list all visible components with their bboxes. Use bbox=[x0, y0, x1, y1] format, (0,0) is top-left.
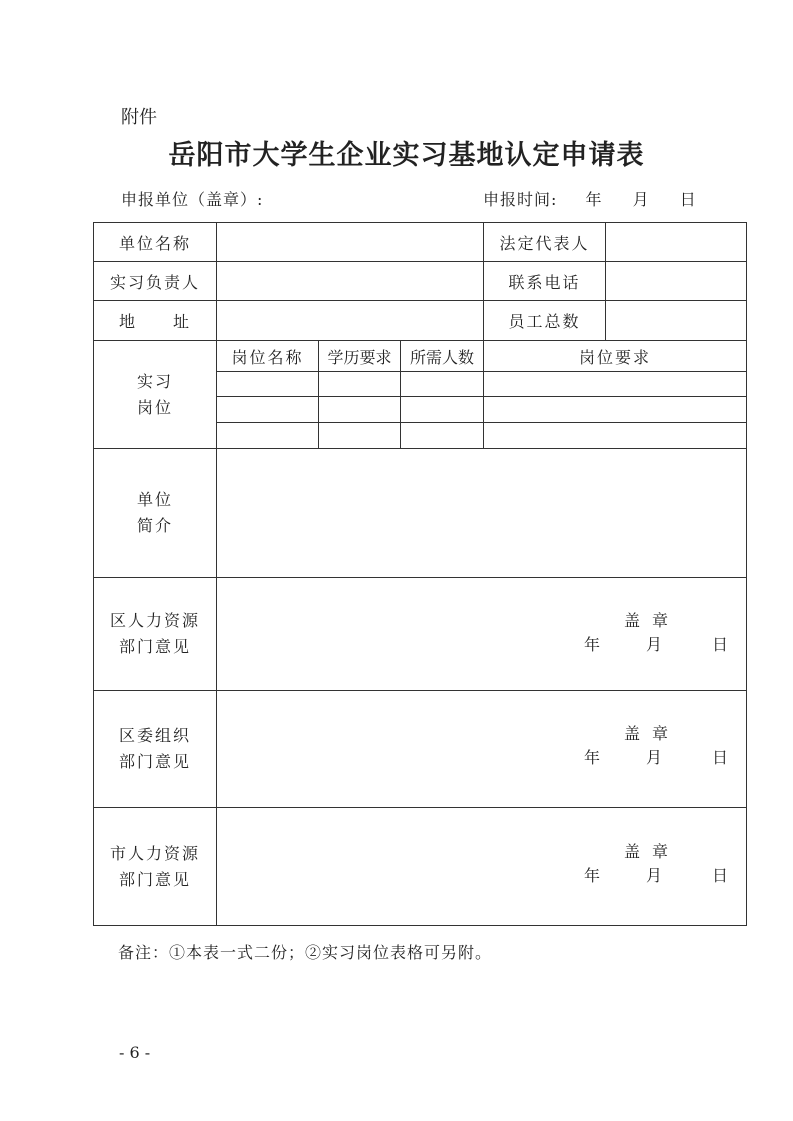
position-cell[interactable] bbox=[217, 423, 319, 449]
month-label: 月 bbox=[646, 866, 665, 885]
phone-field[interactable] bbox=[606, 262, 747, 301]
positions-label bbox=[94, 341, 217, 449]
apply-time-year: 年 bbox=[585, 190, 603, 209]
intern-manager-field[interactable] bbox=[217, 262, 484, 301]
header-position-name: 岗位名称 bbox=[217, 341, 319, 372]
positions-label-line1: 实习 bbox=[136, 371, 173, 391]
position-cell[interactable] bbox=[401, 423, 484, 449]
position-cell[interactable] bbox=[217, 397, 319, 423]
apply-time-month: 月 bbox=[632, 190, 650, 209]
application-form-table bbox=[93, 222, 747, 926]
position-cell[interactable] bbox=[319, 397, 401, 423]
document-title: 岳阳市大学生企业实习基地认定申请表 bbox=[168, 140, 645, 171]
address-label: 地 址 bbox=[94, 301, 217, 341]
month-label: 月 bbox=[646, 635, 665, 654]
staff-total-label: 员工总数 bbox=[484, 301, 606, 341]
staff-total-field[interactable] bbox=[606, 301, 747, 341]
year-label: 年 bbox=[584, 866, 603, 885]
header-requirements: 岗位要求 bbox=[484, 341, 747, 372]
positions-label-line2: 岗位 bbox=[136, 397, 173, 417]
city-hr-opinion-field[interactable] bbox=[217, 808, 747, 926]
intro-label-line1: 单位 bbox=[136, 490, 173, 509]
apply-time-day: 日 bbox=[679, 190, 697, 209]
legal-rep-field[interactable] bbox=[606, 223, 747, 262]
footnote: 备注：①本表一式二份；②实习岗位表格可另附。 bbox=[118, 943, 493, 962]
district-org-opinion-label bbox=[94, 691, 217, 808]
seal-label: 盖章 bbox=[624, 724, 681, 743]
district-hr-opinion-field[interactable] bbox=[217, 578, 747, 691]
month-label: 月 bbox=[646, 748, 665, 767]
year-label: 年 bbox=[584, 748, 603, 767]
day-label: 日 bbox=[712, 748, 731, 767]
seal-label: 盖章 bbox=[624, 842, 681, 861]
district-hr-opinion-label bbox=[94, 578, 217, 691]
attachment-label: 附件 bbox=[121, 107, 157, 128]
district-org-opinion-field[interactable] bbox=[217, 691, 747, 808]
apply-time-label: 申报时间: bbox=[483, 190, 558, 209]
intro-field[interactable] bbox=[217, 449, 747, 578]
intern-manager-label: 实习负责人 bbox=[94, 262, 217, 301]
position-cell[interactable] bbox=[484, 423, 747, 449]
header-headcount: 所需人数 bbox=[401, 341, 484, 372]
header-education: 学历要求 bbox=[319, 341, 401, 372]
position-cell[interactable] bbox=[401, 397, 484, 423]
legal-rep-label: 法定代表人 bbox=[484, 223, 606, 262]
opinion-label-line2: 部门意见 bbox=[118, 752, 191, 771]
stamp-block bbox=[582, 705, 732, 785]
opinion-label-line2: 部门意见 bbox=[118, 869, 191, 889]
position-cell[interactable] bbox=[484, 372, 747, 397]
position-cell[interactable] bbox=[217, 372, 319, 397]
page-number: - 6 - bbox=[119, 1043, 151, 1062]
seal-label: 盖章 bbox=[624, 611, 681, 630]
position-cell[interactable] bbox=[319, 372, 401, 397]
day-label: 日 bbox=[712, 635, 731, 654]
apply-time bbox=[483, 187, 697, 210]
unit-name-label: 单位名称 bbox=[94, 223, 217, 262]
opinion-label-line1: 区委组织 bbox=[118, 726, 191, 745]
position-cell[interactable] bbox=[401, 372, 484, 397]
intro-label-line2: 简介 bbox=[136, 516, 173, 535]
stamp-block bbox=[582, 592, 732, 672]
year-label: 年 bbox=[584, 635, 603, 654]
city-hr-opinion-label bbox=[94, 808, 217, 926]
day-label: 日 bbox=[712, 866, 731, 885]
phone-label: 联系电话 bbox=[484, 262, 606, 301]
address-field[interactable] bbox=[217, 301, 484, 341]
position-cell[interactable] bbox=[484, 397, 747, 423]
unit-name-field[interactable] bbox=[217, 223, 484, 262]
intro-label bbox=[94, 449, 217, 578]
opinion-label-line1: 区人力资源 bbox=[109, 611, 200, 630]
position-cell[interactable] bbox=[319, 423, 401, 449]
opinion-label-line2: 部门意见 bbox=[118, 637, 191, 656]
opinion-label-line1: 市人力资源 bbox=[109, 843, 200, 863]
stamp-block bbox=[582, 823, 732, 903]
applicant-unit-label: 申报单位（盖章）: bbox=[121, 190, 264, 209]
